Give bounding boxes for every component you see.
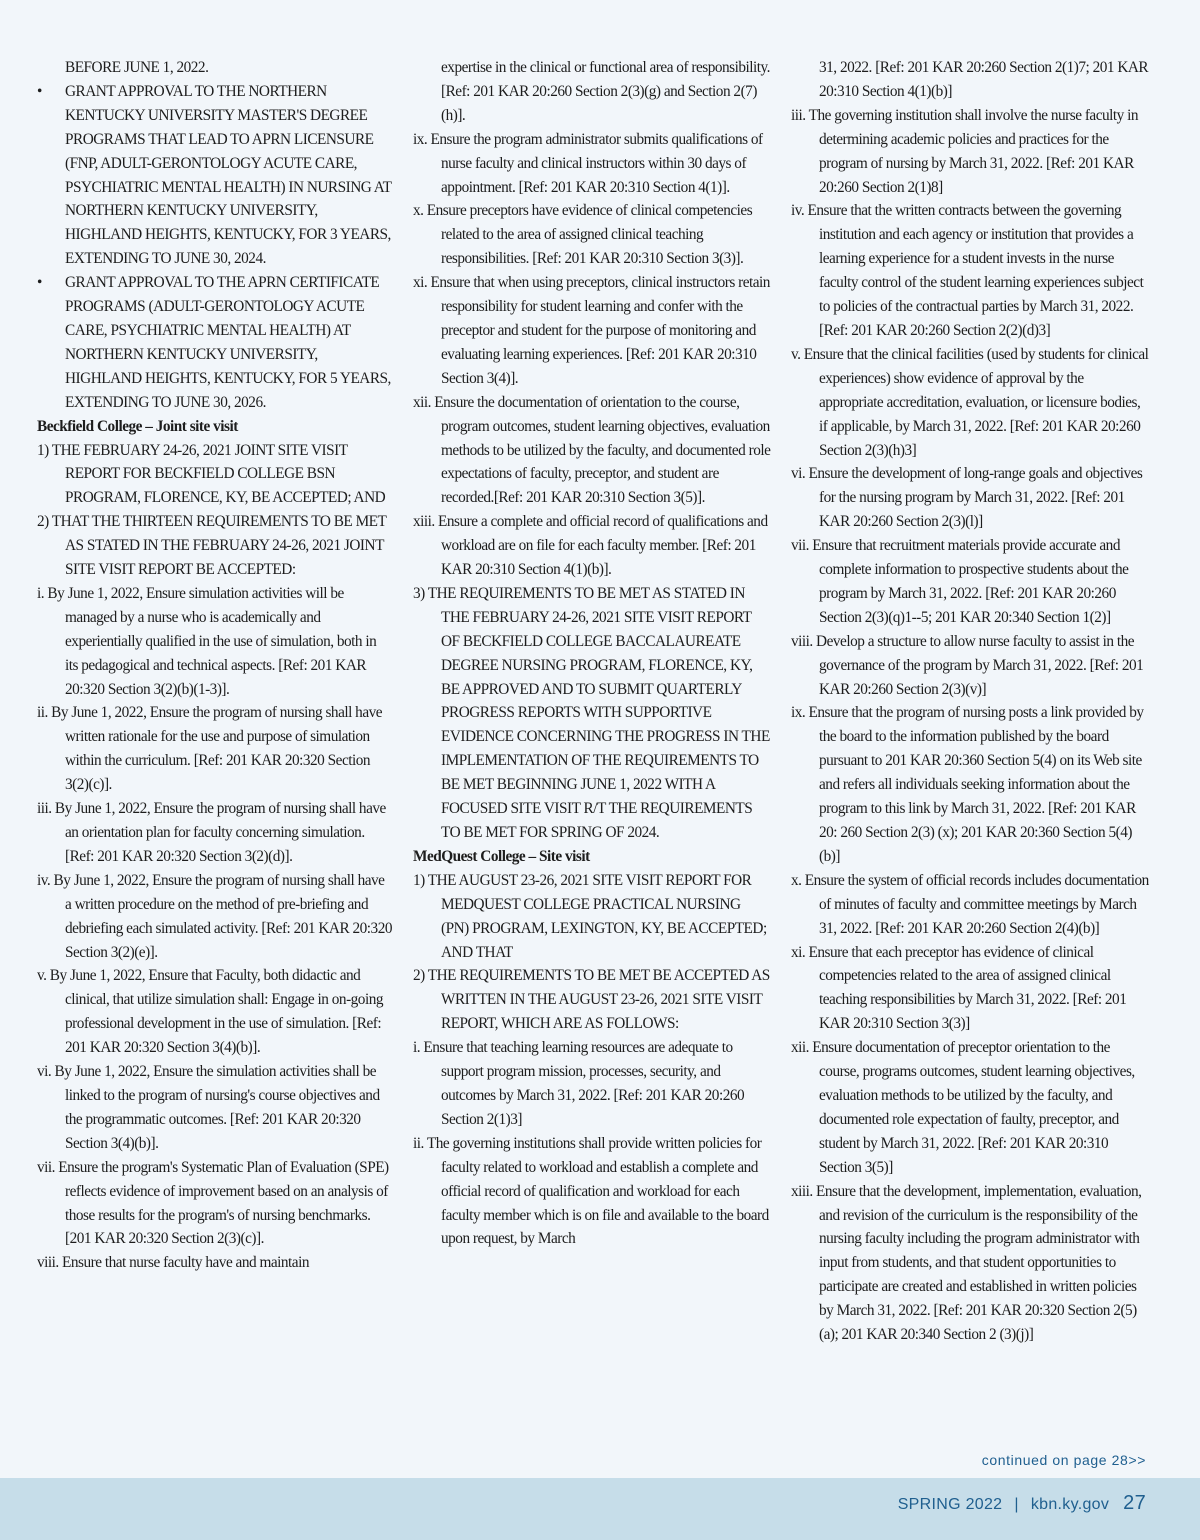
requirement-item: x. Ensure preceptors have evidence of clinical competencies related to the area of assigned clinical teaching responsibilities. [Ref: 201 KAR 20:310 Section 3(3)].	[413, 202, 753, 268]
requirement-item: vi. By June 1, 2022, Ensure the simulation activities shall be linked to the program of nursing's course objectives and the programmatic outcomes. [Ref: 201 KAR 20:320 Section 3(4)(b)].	[37, 1063, 380, 1152]
requirement-item: iv. Ensure that the written contracts between the governing institution and each agency or institution that provides a learning experience for a student invests in the nurse faculty control of the student learning experiences subject to policies of the contractual parties by March 31, 2022. [Ref: 201 KAR 20:260 Section 2(2)(d)3]	[791, 202, 1144, 339]
requirement-item: iv. By June 1, 2022, Ensure the program of nursing shall have a written procedure on the method of pre-briefing and debriefing each simulated activity. [Ref: 201 KAR 20:320 Section 3(2)(e)].	[37, 871, 392, 961]
requirement-item: i. By June 1, 2022, Ensure simulation activities will be managed by a nurse who is academically and experientially qualified in the use of simulation, both in its pedagogical and technical aspects. [Ref: 201 KAR 20:320 Section 3(2)(b)(1-3)].	[37, 584, 377, 698]
column-3	[791, 56, 1151, 1347]
requirement-item: xii. Ensure documentation of preceptor orientation to the course, programs outcomes, student learning objectives, evaluation methods to be utilized by the faculty, and documented role expectation of faulty, preceptor, and student by March 31, 2022. [Ref: 201 KAR 20:310 Section 3(5)]	[791, 1039, 1135, 1176]
motion-item: 3) THE REQUIREMENTS TO BE MET AS STATED IN THE FEBRUARY 24-26, 2021 SITE VISIT REPORT OF BECKFIELD COLLEGE BACCALAUREATE DEGREE NURSING PROGRAM, FLORENCE, KY, BE APPROVED AND TO SUBMIT QUARTERLY PROGRESS REPORTS WITH SUPPORTIVE EVIDENCE CONCERNING THE PROGRESS IN THE IMPLEMENTATION OF THE REQUIREMENTS TO BE MET BEGINNING JUNE 1, 2022 WITH A FOCUSED SITE VISIT R/T THE REQUIREMENTS TO BE MET FOR SPRING OF 2024.	[413, 584, 770, 841]
footer-separator: |	[1014, 1496, 1019, 1513]
motion-item: 1) THE AUGUST 23-26, 2021 SITE VISIT REPORT FOR MEDQUEST COLLEGE PRACTICAL NURSING (PN) PROGRAM, LEXINGTON, KY, BE ACCEPTED; AND THAT	[413, 871, 767, 961]
page-footer	[0, 1478, 1200, 1540]
page-number: 27	[1123, 1492, 1146, 1514]
requirement-item: xii. Ensure the documentation of orientation to the course, program outcomes, student learning objectives, evaluation methods to be utilized by the faculty, and documented role expectations of faculty, preceptor, and student are recorded.[Ref: 201 KAR 20:310 Section 3(5)].	[413, 393, 771, 507]
bullet-dot-icon: •	[37, 274, 42, 292]
requirement-item: xi. Ensure that when using preceptors, clinical instructors retain responsibility for student learning and confer with the preceptor and student for the purpose of monitoring and evaluating learning experiences. [Ref: 201 KAR 20:310 Section 3(4)].	[413, 274, 770, 387]
requirement-item: xi. Ensure that each preceptor has evidence of clinical competencies related to the area of assigned clinical teaching responsibilities by March 31, 2022. [Ref: 201 KAR 20:310 Section 3(3)]	[791, 943, 1127, 1033]
bullet-text: GRANT APPROVAL TO THE NORTHERN KENTUCKY UNIVERSITY MASTER'S DEGREE PROGRAMS THAT LEAD TO APRN LICENSURE (FNP, ADULT-GERONTOLOGY ACUTE CARE, PSYCHIATRIC MENTAL HEALTH) IN NURSING AT NORTHERN KENTUCKY UNIVERSITY, HIGHLAND HEIGHTS, KENTUCKY, FOR 3 YEARS, EXTENDING TO JUNE 30, 2024.	[65, 82, 392, 268]
bullet-dot-icon: •	[37, 82, 42, 100]
continued-link[interactable]: continued on page 28>>	[981, 1452, 1146, 1468]
motion-item: 1) THE FEBRUARY 24-26, 2021 JOINT SITE VISIT REPORT FOR BECKFIELD COLLEGE BSN PROGRAM, FLORENCE, KY, BE ACCEPTED; AND	[37, 441, 386, 507]
requirement-item: vii. Ensure the program's Systematic Plan of Evaluation (SPE) reflects evidence of improvement based on an analysis of those results for the program's of nursing benchmarks. [201 KAR 20:320 Section 2(3)(c)].	[37, 1158, 389, 1248]
section-heading-beckfield: Beckfield College – Joint site visit	[37, 417, 238, 435]
motion-item: 2) THE REQUIREMENTS TO BE MET BE ACCEPTED AS WRITTEN IN THE AUGUST 23-26, 2021 SITE VISIT REPORT, WHICH ARE AS FOLLOWS:	[413, 967, 770, 1033]
column-1	[37, 56, 392, 1275]
requirement-item: viii. Ensure that nurse faculty have and maintain	[37, 1254, 309, 1272]
col3-lead: 31, 2022. [Ref: 201 KAR 20:260 Section 2(1)7; 201 KAR 20:310 Section 4(1)(b)]	[819, 59, 1149, 100]
approval-bullet-1	[37, 80, 392, 271]
requirement-item: vii. Ensure that recruitment materials provide accurate and complete information to prospective students about the program by March 31, 2022. [Ref: 201 KAR 20:260 Section 2(3)(q)1--5; 201 KAR 20:340 Section 1(2)]	[791, 537, 1129, 626]
requirement-item: x. Ensure the system of official records includes documentation of minutes of faculty and committee meetings by March 31, 2022. [Ref: 201 KAR 20:260 Section 2(4)(b)]	[791, 871, 1149, 937]
col1-intro: BEFORE JUNE 1, 2022.	[65, 59, 209, 76]
requirement-item: v. Ensure that the clinical facilities (used by students for clinical experiences) show evidence of approval by the appropriate accreditation, evaluation, or licensure bodies, if applicable, by March 31, 2022. [Ref: 201 KAR 20:260 Section 2(3)(h)3]	[791, 345, 1149, 459]
requirement-item: ii. The governing institutions shall provide written policies for faculty related to workload and establish a complete and official record of qualification and workload for each faculty member which is on file and available to the board upon request, by March	[413, 1134, 769, 1248]
requirement-item: ix. Ensure that the program of nursing posts a link provided by the board to the information published by the board pursuant to 201 KAR 20:360 Section 5(4) on its Web site and refers all individuals seeking information about the program to this link by March 31, 2022. [Ref: 201 KAR 20: 260 Section 2(3) (x); 201 KAR 20:360 Section 5(4)(b)]	[791, 704, 1144, 865]
requirement-item: iii. By June 1, 2022, Ensure the program of nursing shall have an orientation plan for faculty concerning simulation. [Ref: 201 KAR 20:320 Section 3(2)(d)].	[37, 800, 386, 865]
requirement-item: xiii. Ensure that the development, implementation, evaluation, and revision of the curriculum is the responsibility of the nursing faculty including the program administrator with input from students, and that student opportunities to participate are created and established in written policies by March 31, 2022. [Ref: 201 KAR 20:320 Section 2(5)(a); 201 KAR 20:340 Section 2 (3)(j)]	[791, 1182, 1142, 1344]
requirement-item: v. By June 1, 2022, Ensure that Faculty, both didactic and clinical, that utilize simulation shall: Engage in on-going professional development in the use of simulation. [Ref: 201 KAR 20:320 Section 3(4)(b)].	[37, 967, 384, 1057]
column-2	[413, 56, 771, 1251]
requirement-item: ii. By June 1, 2022, Ensure the program of nursing shall have written rationale for the use and purpose of simulation within the curriculum. [Ref: 201 KAR 20:320 Section 3(2)(c)].	[37, 704, 383, 794]
footer-text	[898, 1492, 1146, 1515]
bullet-text: GRANT APPROVAL TO THE APRN CERTIFICATE PROGRAMS (ADULT-GERONTOLOGY ACUTE CARE, PSYCHIATRIC MENTAL HEALTH) AT NORTHERN KENTUCKY UNIVERSITY, HIGHLAND HEIGHTS, KENTUCKY, FOR 5 YEARS, EXTENDING TO JUNE 30, 2026.	[65, 274, 391, 411]
approval-bullet-2	[37, 271, 392, 414]
section-heading-medquest: MedQuest College – Site visit	[413, 847, 590, 865]
requirement-item: xiii. Ensure a complete and official record of qualifications and workload are on file for each faculty member. [Ref: 201 KAR 20:310 Section 4(1)(b)].	[413, 513, 768, 579]
requirement-item: i. Ensure that teaching learning resources are adequate to support program mission, processes, security, and outcomes by March 31, 2022. [Ref: 201 KAR 20:260 Section 2(1)3]	[413, 1039, 745, 1128]
requirement-item: viii. Develop a structure to allow nurse faculty to assist in the governance of the program by March 31, 2022. [Ref: 201 KAR 20:260 Section 2(3)(v)]	[791, 632, 1144, 698]
requirement-item: ix. Ensure the program administrator submits qualifications of nurse faculty and clinical instructors within 30 days of appointment. [Ref: 201 KAR 20:310 Section 4(1)].	[413, 130, 763, 196]
site-link[interactable]: kbn.ky.gov	[1030, 1496, 1110, 1513]
requirement-item: iii. The governing institution shall involve the nurse faculty in determining academic policies and practices for the program of nursing by March 31, 2022. [Ref: 201 KAR 20:260 Section 2(1)8]	[791, 106, 1139, 196]
requirement-item: vi. Ensure the development of long-range goals and objectives for the nursing program by March 31, 2022. [Ref: 201 KAR 20:260 Section 2(3)(l)]	[791, 465, 1143, 531]
motion-item: 2) THAT THE THIRTEEN REQUIREMENTS TO BE MET AS STATED IN THE FEBRUARY 24-26, 2021 JOINT SITE VISIT REPORT BE ACCEPTED:	[37, 513, 387, 579]
issue-label: SPRING 2022	[897, 1496, 1003, 1513]
col2-lead: expertise in the clinical or functional area of responsibility. [Ref: 201 KAR 20:260 Section 2(3)(g) and Section 2(7)(h)].	[441, 59, 770, 124]
